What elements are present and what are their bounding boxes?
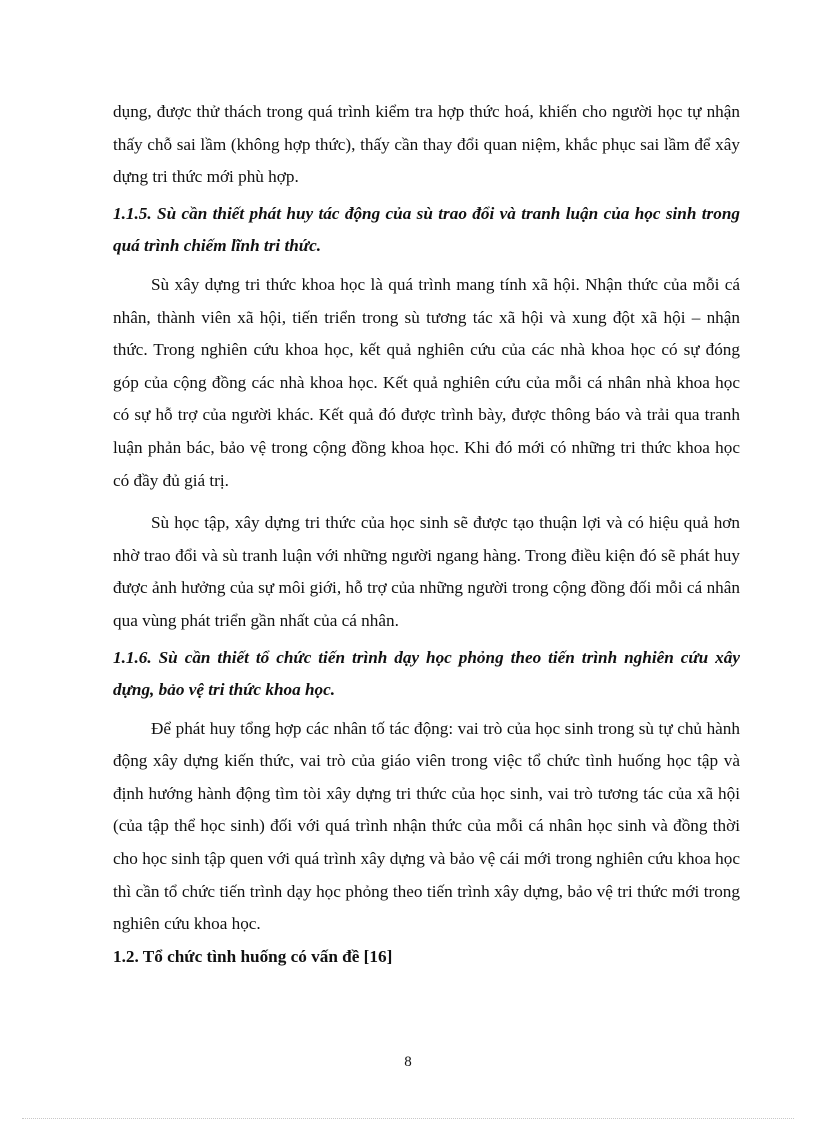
footer-divider [22, 1118, 794, 1119]
section-heading-1-1-5: 1.1.5. Sù cần thiết phát huy tác động của sù trao đổi và tranh luận của học sinh trong quá trình chiếm lĩnh tri thức. [113, 203, 740, 256]
page-number: 8 [404, 1054, 412, 1070]
document-page [113, 96, 740, 973]
paragraph-peer-debate: Sù học tập, xây dựng tri thức của học sinh sẽ được tạo thuận lợi và có hiệu quả hơn nhờ trao đổi và sù tranh luận với những người ngang hàng. Trong điều kiện đó sẽ phát huy được ảnh hưởng của sự môi giới, hỗ trợ của những người trong cộng đồng đối mỗi cá nhân qua vùng phát triển gần nhất của cá nhân. [113, 513, 740, 630]
paragraph-social-knowledge: Sù xây dựng tri thức khoa học là quá trình mang tính xã hội. Nhận thức của mỗi cá nhân, thành viên xã hội, tiến triển trong sù tương tác xã hội và xung đột xã hội – nhận thức. Trong nghiên cứu khoa học, kết quả nghiên cứu của các nhà khoa học có sự đóng góp của cộng đồng các nhà khoa học. Kết quả nghiên cứu của mỗi cá nhân nhà khoa học có sự hỗ trợ của người khác. Kết quả đó được trình bày, được thông báo và trải qua tranh luận phản bác, bảo vệ trong cộng đồng khoa học. Khi đó mới có những tri thức khoa học có đầy đủ giá trị. [113, 274, 740, 490]
paragraph-teaching-process: Để phát huy tổng hợp các nhân tố tác động: vai trò của học sinh trong sù tự chủ hành động xây dựng kiến thức, vai trò của giáo viên trong việc tổ chức tình huống học tập và định hướng hành động tìm tòi xây dựng tri thức của học sinh, vai trò tương tác của xã hội (của tập thể học sinh) đối với quá trình nhận thức của mỗi cá nhân học sinh và đồng thời cho học sinh tập quen với quá trình xây dựng và bảo vệ cái mới trong nghiên cứu khoa học thì cần tổ chức tiến trình dạy học phỏng theo tiến trình xây dựng, bảo vệ tri thức mới trong nghiên cứu khoa học. [113, 718, 740, 934]
section-heading-1-2: 1.2. Tổ chức tình huống có vấn đề [16] [113, 946, 393, 966]
paragraph-continuation: dụng, được thử thách trong quá trình kiểm tra hợp thức hoá, khiến cho người học tự nhận thấy chỗ sai lầm (không hợp thức), thấy cần thay đổi quan niệm, khắc phục sai lầm để xây dựng tri thức mới phù hợp. [113, 102, 740, 187]
section-heading-1-1-6: 1.1.6. Sù cần thiết tổ chức tiến trình dạy học phỏng theo tiến trình nghiên cứu xây dựng, bảo vệ tri thức khoa học. [113, 647, 740, 700]
